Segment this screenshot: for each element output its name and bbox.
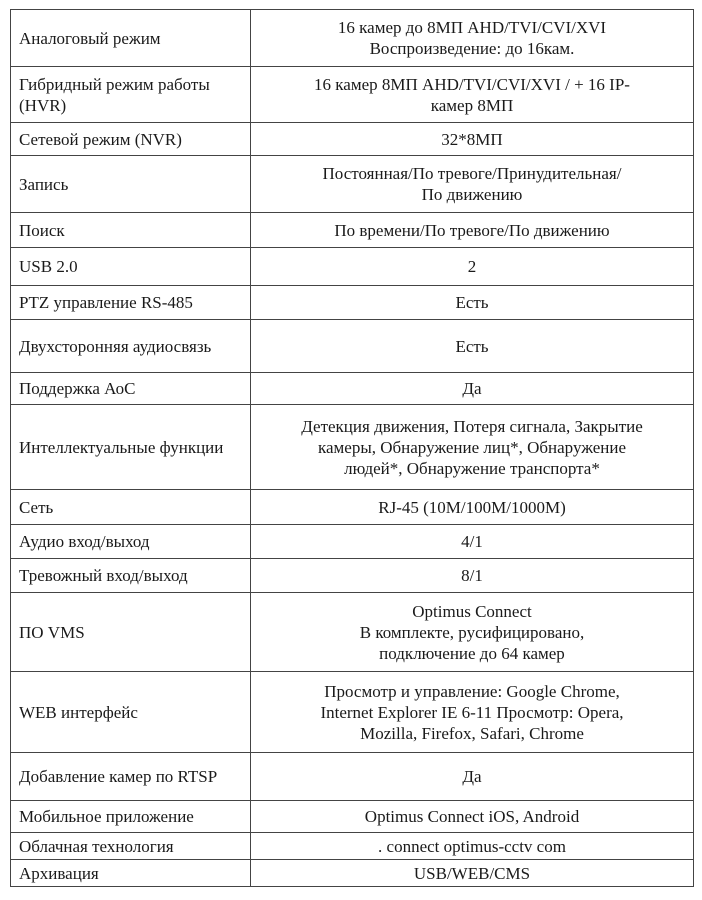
spec-label: Поддержка АоС <box>11 373 251 405</box>
spec-value-line: 4/1 <box>461 532 483 551</box>
spec-table-body <box>11 10 694 887</box>
spec-value <box>251 801 694 833</box>
spec-value <box>251 373 694 405</box>
spec-row <box>11 320 694 373</box>
spec-value-line: Да <box>462 379 482 398</box>
spec-row <box>11 801 694 833</box>
spec-label: Аналоговый режим <box>11 10 251 67</box>
spec-row <box>11 672 694 753</box>
spec-value-line: людей*, Обнаружение транспорта* <box>344 458 600 478</box>
spec-value-line: По движению <box>421 185 523 204</box>
spec-value <box>251 593 694 672</box>
spec-value <box>251 248 694 286</box>
spec-value <box>251 213 694 248</box>
spec-label: Аудио вход/выход <box>11 525 251 559</box>
spec-value <box>251 753 694 801</box>
spec-label: Архивация <box>11 860 251 887</box>
spec-value-line: подключение до 64 камер <box>379 643 565 663</box>
spec-label: Тревожный вход/выход <box>11 559 251 593</box>
spec-value <box>251 156 694 213</box>
spec-value-line: Internet Explorer IE 6-11 Просмотр: Opera, <box>320 702 624 722</box>
spec-value-line: В комплекте, русифицировано, <box>359 622 585 642</box>
spec-value <box>251 123 694 156</box>
spec-value <box>251 833 694 860</box>
spec-row <box>11 559 694 593</box>
spec-value <box>251 490 694 525</box>
spec-row <box>11 10 694 67</box>
spec-label: Добавление камер по RTSP <box>11 753 251 801</box>
spec-value <box>251 320 694 373</box>
spec-value <box>251 286 694 320</box>
spec-label: Облачная технология <box>11 833 251 860</box>
spec-row <box>11 753 694 801</box>
spec-value-line: Optimus Connect iOS, Android <box>364 807 580 826</box>
spec-value <box>251 559 694 593</box>
spec-row <box>11 405 694 490</box>
spec-row <box>11 286 694 320</box>
spec-value <box>251 672 694 753</box>
spec-row <box>11 490 694 525</box>
spec-row <box>11 156 694 213</box>
spec-label: Мобильное приложение <box>11 801 251 833</box>
spec-row <box>11 67 694 123</box>
spec-label: Двухсторонняя аудиосвязь <box>11 320 251 373</box>
spec-value-line: Постоянная/По тревоге/Принудительная/ <box>322 164 622 183</box>
spec-label: ПО VMS <box>11 593 251 672</box>
spec-value-line: По времени/По тревоге/По движению <box>334 220 610 240</box>
spec-value-line: Воспроизведение: до 16кам. <box>369 39 575 58</box>
spec-value-line: Да <box>462 767 482 786</box>
spec-value-line: камер 8МП <box>430 95 514 115</box>
spec-value-line: 2 <box>467 257 477 276</box>
spec-value <box>251 405 694 490</box>
spec-value-line: Optimus Connect <box>412 601 532 621</box>
spec-row <box>11 373 694 405</box>
spec-value-line: 16 камер 8МП AHD/TVI/CVI/XVI / + 16 IP- <box>314 74 630 94</box>
spec-value-line: камеры, Обнаружение лиц*, Обнаружение <box>317 437 627 457</box>
spec-value-line: Есть <box>455 336 489 356</box>
spec-label: Сеть <box>11 490 251 525</box>
spec-value <box>251 860 694 887</box>
spec-label: Запись <box>11 156 251 213</box>
spec-row <box>11 593 694 672</box>
spec-value <box>251 10 694 67</box>
spec-label: PTZ управление RS-485 <box>11 286 251 320</box>
spec-value-line: RJ-45 (10M/100M/1000M) <box>378 497 566 517</box>
spec-value-line: Есть <box>455 293 489 312</box>
spec-row <box>11 833 694 860</box>
spec-label: Поиск <box>11 213 251 248</box>
spec-value-line: Просмотр и управление: Google Chrome, <box>324 681 620 701</box>
spec-value <box>251 67 694 123</box>
spec-row <box>11 123 694 156</box>
spec-value-line: Mozilla, Firefox, Safari, Chrome <box>360 723 584 743</box>
spec-label: Гибридный режим работы (HVR) <box>11 67 251 123</box>
spec-label: WEB интерфейс <box>11 672 251 753</box>
spec-row <box>11 248 694 286</box>
spec-value-line: 16 камер до 8МП AHD/TVI/CVI/XVI <box>337 18 607 37</box>
spec-row <box>11 525 694 559</box>
spec-label: USB 2.0 <box>11 248 251 286</box>
spec-value-line: Детекция движения, Потеря сигнала, Закрытие <box>301 416 643 436</box>
spec-value-line: . connect optimus-cctv com <box>378 836 566 856</box>
spec-value <box>251 525 694 559</box>
spec-row <box>11 213 694 248</box>
spec-table <box>10 9 694 887</box>
spec-value-line: USB/WEB/CMS <box>413 863 531 883</box>
spec-value-line: 8/1 <box>461 566 483 585</box>
spec-value-line: 32*8МП <box>441 129 503 149</box>
spec-label: Интеллектуальные функции <box>11 405 251 490</box>
spec-label: Сетевой режим (NVR) <box>11 123 251 156</box>
spec-row <box>11 860 694 887</box>
